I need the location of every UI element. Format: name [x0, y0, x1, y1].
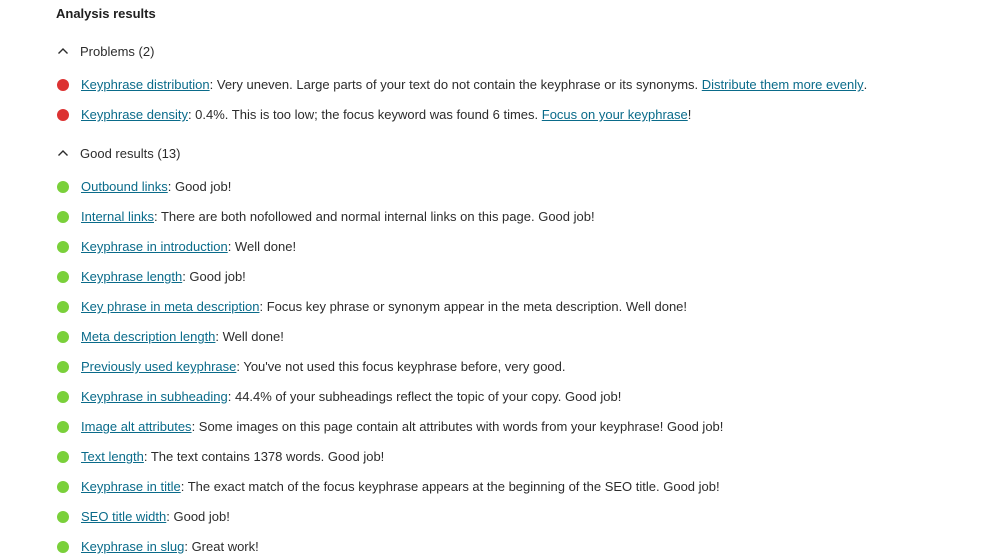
good-result-item	[56, 298, 687, 316]
good-result-item-link[interactable]: Previously used keyphrase	[81, 359, 237, 374]
problem-item-action-link[interactable]: Distribute them more evenly	[701, 77, 864, 92]
good-result-item-text: : You've not used this focus keyphrase before, very good.	[236, 359, 566, 374]
good-result-item	[56, 208, 595, 226]
good-result-item	[56, 538, 259, 556]
good-result-item	[56, 448, 384, 466]
good-result-item-text: : Well done!	[215, 329, 284, 344]
good-result-item	[56, 178, 231, 196]
good-result-item-text: : The exact match of the focus keyphrase appears at the beginning of the SEO title. Good job!	[180, 479, 720, 494]
good-status-dot	[57, 421, 69, 433]
good-result-item-link[interactable]: Keyphrase in introduction	[81, 239, 228, 254]
good-status-dot	[57, 241, 69, 253]
good-result-item	[56, 478, 720, 496]
problem-item-tail: !	[687, 107, 692, 122]
good-status-dot	[57, 481, 69, 493]
problem-item	[56, 106, 691, 124]
good-status-dot	[57, 361, 69, 373]
good-result-item-text: : Good job!	[166, 509, 230, 524]
problem-item-text: : 0.4%. This is too low; the focus keyword was found 6 times.	[187, 107, 542, 122]
good-result-item-text: : Well done!	[227, 239, 297, 254]
good-result-item-link[interactable]: SEO title width	[81, 509, 167, 524]
good-result-item	[56, 238, 296, 256]
good-result-item-text: : The text contains 1378 words. Good job!	[143, 449, 385, 464]
good-result-item-link[interactable]: Key phrase in meta description	[81, 299, 260, 314]
good-result-item	[56, 508, 230, 526]
good-results-toggle-label: Good results (13)	[80, 145, 181, 161]
chevron-up-icon	[56, 44, 70, 58]
good-result-item-text: : Good job!	[167, 179, 232, 194]
good-results-toggle[interactable]	[56, 145, 180, 161]
analysis-results-heading: Analysis results	[56, 6, 156, 21]
good-status-dot	[57, 301, 69, 313]
good-status-dot	[57, 511, 69, 523]
good-status-dot	[57, 541, 69, 553]
good-result-item	[56, 388, 621, 406]
problem-item-text: : Very uneven. Large parts of your text do not contain the keyphrase or its synonyms.	[209, 77, 702, 92]
good-result-item-link[interactable]: Meta description length	[81, 329, 216, 344]
good-result-item-link[interactable]: Outbound links	[81, 179, 168, 194]
good-result-item-link[interactable]: Image alt attributes	[81, 419, 192, 434]
good-result-item-text: : Focus key phrase or synonym appear in the meta description. Well done!	[259, 299, 688, 314]
good-status-dot	[57, 391, 69, 403]
problem-item-link[interactable]: Keyphrase distribution	[81, 77, 210, 92]
problem-item	[56, 76, 867, 94]
problems-toggle-label: Problems (2)	[80, 43, 155, 59]
bad-status-dot	[57, 79, 69, 91]
good-result-item	[56, 328, 284, 346]
good-status-dot	[57, 181, 69, 193]
good-result-item	[56, 418, 723, 436]
good-result-item-link[interactable]: Text length	[81, 449, 144, 464]
good-status-dot	[57, 331, 69, 343]
good-status-dot	[57, 211, 69, 223]
good-result-item	[56, 268, 246, 286]
problems-toggle[interactable]	[56, 43, 154, 59]
good-result-item-text: : There are both nofollowed and normal internal links on this page. Good job!	[153, 209, 595, 224]
good-result-item-link[interactable]: Keyphrase length	[81, 269, 183, 284]
good-result-item	[56, 358, 566, 376]
good-result-item-link[interactable]: Internal links	[81, 209, 154, 224]
good-result-item-text: : Good job!	[182, 269, 246, 284]
problem-item-action-link[interactable]: Focus on your keyphrase	[541, 107, 688, 122]
good-result-item-link[interactable]: Keyphrase in slug	[81, 539, 185, 554]
good-result-item-text: : 44.4% of your subheadings reflect the topic of your copy. Good job!	[227, 389, 622, 404]
bad-status-dot	[57, 109, 69, 121]
good-status-dot	[57, 451, 69, 463]
good-status-dot	[57, 271, 69, 283]
good-result-item-link[interactable]: Keyphrase in title	[81, 479, 181, 494]
problem-item-tail: .	[863, 77, 868, 92]
good-result-item-text: : Great work!	[184, 539, 259, 554]
problem-item-link[interactable]: Keyphrase density	[81, 107, 188, 122]
good-result-item-link[interactable]: Keyphrase in subheading	[81, 389, 228, 404]
good-result-item-text: : Some images on this page contain alt attributes with words from your keyphrase! Good job!	[191, 419, 724, 434]
chevron-up-icon	[56, 146, 70, 160]
